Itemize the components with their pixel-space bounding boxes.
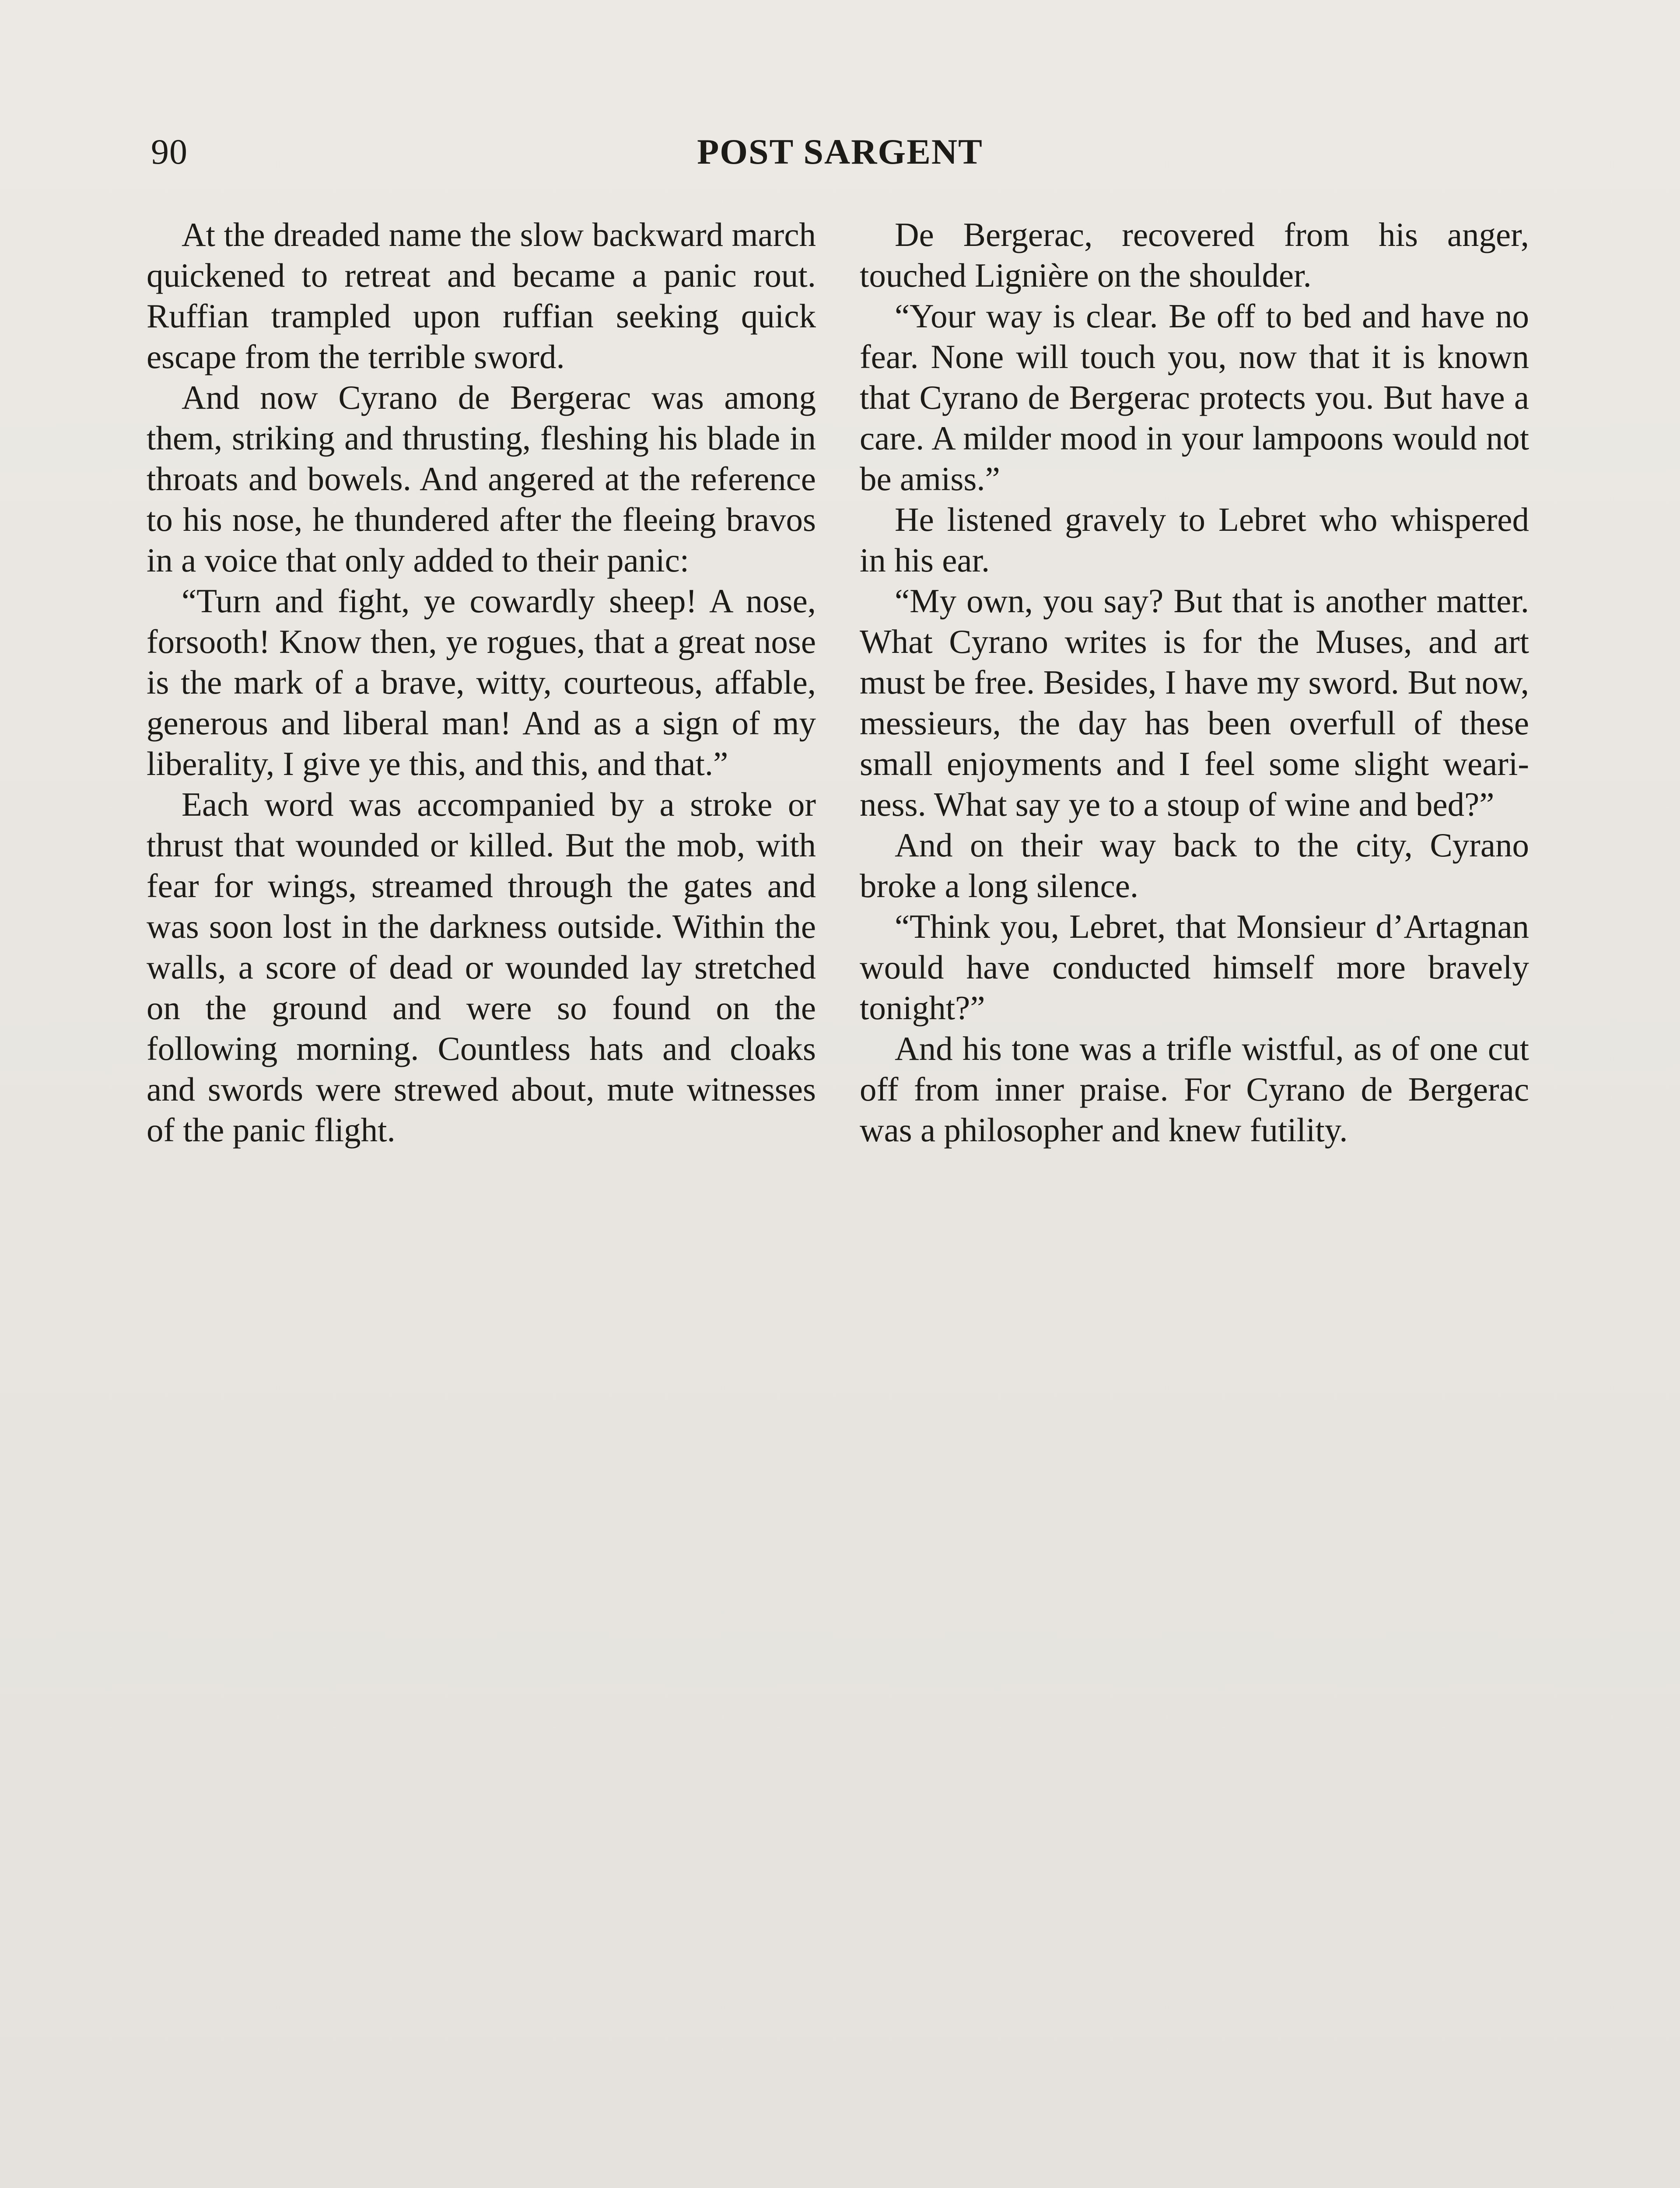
right-column [860,214,1529,1150]
running-head: POST SARGENT [697,132,983,172]
paragraph: “Think you, Lebret, that Monsieur d’Artagnan would have conducted himself more bravely tonight?” [860,908,1529,1027]
left-column [147,214,816,1150]
paragraph: And on their way back to the city, Cyrano broke a long silence. [860,826,1529,905]
paragraph: And now Cyrano de Bergerac was among them, striking and thrusting, fleshing his blade in throats and bowels. And angered at the reference to his nose, he thundered after the fleeing bravos in a voice that only added to their panic: [147,379,816,579]
paragraph: “My own, you say? But that is another matter. What Cyrano writes is for the Muses, and art must be free. Besides, I have my sword. But now, messieurs, the day has been overfull of these small enjoyments and I feel some slight weariness. What say ye to a stoup of wine and bed?” [860,582,1529,823]
paragraph: De Bergerac, recovered from his anger, touched Lignière on the shoulder. [860,216,1529,294]
paragraph: At the dreaded name the slow backward march quickened to retreat and became a panic rout. Ruffian trampled upon ruffian seeking quick escape from the terrible sword. [147,216,816,375]
paragraph: And his tone was a trifle wistful, as of one cut off from inner praise. For Cyrano de Bergerac was a philosopher and knew futility. [860,1030,1529,1149]
page-number: 90 [151,132,188,172]
paragraph: “Turn and fight, ye cowardly sheep! A nose, forsooth! Know then, ye rogues, that a great nose is the mark of a brave, witty, courteous, affable, generous and liberal man! And as a sign of my liberality, I give ye this, and this, and that.” [147,582,816,782]
paragraph: He listened gravely to Lebret who whispered in his ear. [860,501,1529,579]
paragraph: Each word was accompanied by a stroke or thrust that wounded or killed. But the mob, with fear for wings, streamed through the gates and was soon lost in the darkness outside. Within the walls, a score of dead or wounded lay stretched on the ground and were so found on the following morning. Countless hats and cloaks and swords were strewed about, mute witnesses of the panic flight. [147,785,816,1149]
paragraph: “Your way is clear. Be off to bed and have no fear. None will touch you, now that it is known that Cyrano de Bergerac protects you. But have a care. A milder mood in your lampoons would not be amiss.” [860,297,1529,498]
